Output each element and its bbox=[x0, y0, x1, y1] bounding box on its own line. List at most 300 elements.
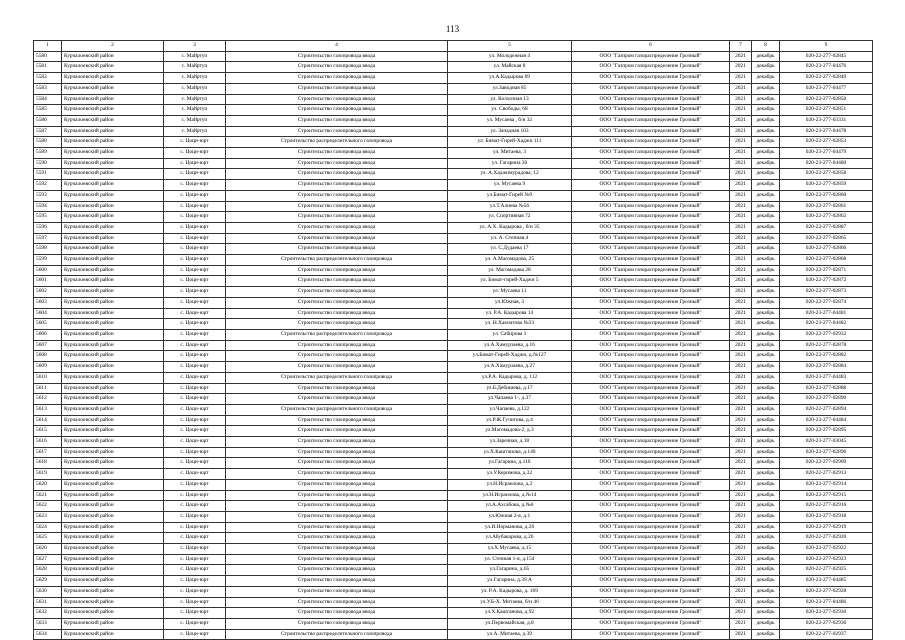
year-cell: 2021 bbox=[730, 458, 752, 469]
district-cell: Курчалоевский район bbox=[62, 51, 164, 62]
year-cell: 2021 bbox=[730, 340, 752, 351]
row-number: 5603 bbox=[34, 297, 62, 308]
year-cell: 2021 bbox=[730, 383, 752, 394]
month-cell: декабрь bbox=[752, 469, 780, 480]
work-type-cell: Строительство газопровода ввода bbox=[226, 51, 448, 62]
code-cell: 020-22-277-02850 bbox=[780, 94, 873, 105]
row-number: 5617 bbox=[34, 447, 62, 458]
month-cell: декабрь bbox=[752, 415, 780, 426]
address-cell: ул.Заречная, д.18 bbox=[448, 437, 572, 448]
district-cell: Курчалоевский район bbox=[62, 83, 164, 94]
settlement-cell: с. Цоци-юрт bbox=[164, 158, 226, 169]
district-cell: Курчалоевский район bbox=[62, 308, 164, 319]
year-cell: 2021 bbox=[730, 501, 752, 512]
settlement-cell: с. Цоци-юрт bbox=[164, 351, 226, 362]
code-cell: 020-22-277-02919 bbox=[780, 522, 873, 533]
year-cell: 2021 bbox=[730, 148, 752, 159]
row-number: 5604 bbox=[34, 308, 62, 319]
table-row bbox=[34, 383, 873, 394]
settlement-cell: с. Цоци-юрт bbox=[164, 233, 226, 244]
column-header: 8 bbox=[752, 41, 780, 52]
settlement-cell: с. Майртуп bbox=[164, 51, 226, 62]
code-cell: 020-22-277-02868 bbox=[780, 255, 873, 266]
year-cell: 2021 bbox=[730, 233, 752, 244]
table-row bbox=[34, 126, 873, 137]
settlement-cell: с. Майртуп bbox=[164, 94, 226, 105]
settlement-cell: с. Цоци-юрт bbox=[164, 169, 226, 180]
code-cell: 020-22-277-02851 bbox=[780, 105, 873, 116]
table-row bbox=[34, 180, 873, 191]
organization-cell: ООО "Газпром газораспределение Грозный" bbox=[572, 608, 730, 619]
year-cell: 2021 bbox=[730, 565, 752, 576]
address-cell: ул.Первомайская, д.8 bbox=[448, 618, 572, 629]
organization-cell: ООО "Газпром газораспределение Грозный" bbox=[572, 597, 730, 608]
row-number: 5608 bbox=[34, 351, 62, 362]
settlement-cell: с. Майртуп bbox=[164, 105, 226, 116]
work-type-cell: Строительство газопровода ввода bbox=[226, 597, 448, 608]
address-cell: ул.Бимат-Гирей-Хаджи, д.№127 bbox=[448, 351, 572, 362]
row-number: 5632 bbox=[34, 608, 62, 619]
row-number: 5606 bbox=[34, 329, 62, 340]
address-cell: ул.Южная 2-я, д.1 bbox=[448, 511, 572, 522]
settlement-cell: с. Цоци-юрт bbox=[164, 469, 226, 480]
code-cell: 020-22-277-02915 bbox=[780, 490, 873, 501]
organization-cell: ООО "Газпром газораспределение Грозный" bbox=[572, 233, 730, 244]
code-cell: 020-22-277-02853 bbox=[780, 137, 873, 148]
month-cell: декабрь bbox=[752, 137, 780, 148]
row-number: 5626 bbox=[34, 544, 62, 555]
table-row bbox=[34, 329, 873, 340]
address-cell: ул.Абубакарова, д.26 bbox=[448, 533, 572, 544]
month-cell: декабрь bbox=[752, 362, 780, 373]
code-cell: 020-23-277-03331 bbox=[780, 115, 873, 126]
district-cell: Курчалоевский район bbox=[62, 404, 164, 415]
month-cell: декабрь bbox=[752, 115, 780, 126]
district-cell: Курчалоевский район bbox=[62, 244, 164, 255]
code-cell: 020-22-277-02894 bbox=[780, 404, 873, 415]
district-cell: Курчалоевский район bbox=[62, 469, 164, 480]
table-row bbox=[34, 73, 873, 84]
code-cell: 020-23-277-04483 bbox=[780, 372, 873, 383]
month-cell: декабрь bbox=[752, 522, 780, 533]
table-row bbox=[34, 362, 873, 373]
district-cell: Курчалоевский район bbox=[62, 576, 164, 587]
work-type-cell: Строительство газопровода ввода bbox=[226, 383, 448, 394]
month-cell: декабрь bbox=[752, 308, 780, 319]
row-number: 5590 bbox=[34, 158, 62, 169]
settlement-cell: с. Цоци-юрт bbox=[164, 319, 226, 330]
row-number: 5633 bbox=[34, 618, 62, 629]
month-cell: декабрь bbox=[752, 222, 780, 233]
settlement-cell: с. Майртуп bbox=[164, 115, 226, 126]
settlement-cell: с. Цоци-юрт bbox=[164, 287, 226, 298]
row-number: 5616 bbox=[34, 437, 62, 448]
month-cell: декабрь bbox=[752, 533, 780, 544]
row-number: 5599 bbox=[34, 255, 62, 266]
month-cell: декабрь bbox=[752, 511, 780, 522]
settlement-cell: с. Цоци-юрт bbox=[164, 190, 226, 201]
district-cell: Курчалоевский район bbox=[62, 629, 164, 640]
address-cell: ул.Б.Дебишева, д.17 bbox=[448, 383, 572, 394]
month-cell: декабрь bbox=[752, 190, 780, 201]
month-cell: декабрь bbox=[752, 351, 780, 362]
year-cell: 2021 bbox=[730, 255, 752, 266]
work-type-cell: Строительство газопровода ввода bbox=[226, 415, 448, 426]
address-cell: ул.А.Кадырова 69 bbox=[448, 73, 572, 84]
settlement-cell: с. Цоци-юрт bbox=[164, 565, 226, 576]
table-row bbox=[34, 158, 873, 169]
settlement-cell: с. Цоци-юрт bbox=[164, 511, 226, 522]
table-row bbox=[34, 222, 873, 233]
row-number: 5609 bbox=[34, 362, 62, 373]
settlement-cell: с. Майртуп bbox=[164, 126, 226, 137]
work-type-cell: Строительство распределительного газопровода bbox=[226, 404, 448, 415]
organization-cell: ООО "Газпром газораспределение Грозный" bbox=[572, 255, 730, 266]
work-type-cell: Строительство распределительного газопровода bbox=[226, 329, 448, 340]
year-cell: 2021 bbox=[730, 158, 752, 169]
row-number: 5619 bbox=[34, 469, 62, 480]
month-cell: декабрь bbox=[752, 597, 780, 608]
row-number: 5629 bbox=[34, 576, 62, 587]
table-row bbox=[34, 308, 873, 319]
address-cell: ул.Р.А. Кадырова, д. 112 bbox=[448, 372, 572, 383]
address-cell: ул.Х.Каштанова, д.140 bbox=[448, 447, 572, 458]
code-cell: 020-23-277-04479 bbox=[780, 148, 873, 159]
district-cell: Курчалоевский район bbox=[62, 490, 164, 501]
district-cell: Курчалоевский район bbox=[62, 479, 164, 490]
settlement-cell: с. Цоци-юрт bbox=[164, 608, 226, 619]
work-type-cell: Строительство газопровода ввода bbox=[226, 287, 448, 298]
settlement-cell: с. Цоци-юрт bbox=[164, 244, 226, 255]
row-number: 5620 bbox=[34, 479, 62, 490]
organization-cell: ООО "Газпром газораспределение Грозный" bbox=[572, 137, 730, 148]
row-number: 5585 bbox=[34, 105, 62, 116]
month-cell: декабрь bbox=[752, 340, 780, 351]
year-cell: 2021 bbox=[730, 576, 752, 587]
year-cell: 2021 bbox=[730, 372, 752, 383]
month-cell: декабрь bbox=[752, 180, 780, 191]
district-cell: Курчалоевский район bbox=[62, 94, 164, 105]
year-cell: 2021 bbox=[730, 415, 752, 426]
settlement-cell: с. Майртуп bbox=[164, 73, 226, 84]
address-cell: ул.Т.Алиева №56 bbox=[448, 201, 572, 212]
district-cell: Курчалоевский район bbox=[62, 383, 164, 394]
address-cell: ул.Гагарина, д.110 bbox=[448, 458, 572, 469]
work-type-cell: Строительство газопровода ввода bbox=[226, 265, 448, 276]
organization-cell: ООО "Газпром газораспределение Грозный" bbox=[572, 490, 730, 501]
year-cell: 2021 bbox=[730, 586, 752, 597]
work-type-cell: Строительство газопровода ввода bbox=[226, 608, 448, 619]
row-number: 5583 bbox=[34, 83, 62, 94]
organization-cell: ООО "Газпром газораспределение Грозный" bbox=[572, 308, 730, 319]
row-number: 5586 bbox=[34, 115, 62, 126]
organization-cell: ООО "Газпром газораспределение Грозный" bbox=[572, 437, 730, 448]
district-cell: Курчалоевский район bbox=[62, 394, 164, 405]
year-cell: 2021 bbox=[730, 608, 752, 619]
organization-cell: ООО "Газпром газораспределение Грозный" bbox=[572, 469, 730, 480]
work-type-cell: Строительство газопровода ввода bbox=[226, 105, 448, 116]
table-row bbox=[34, 351, 873, 362]
row-number: 5598 bbox=[34, 244, 62, 255]
district-cell: Курчалоевский район bbox=[62, 329, 164, 340]
year-cell: 2021 bbox=[730, 212, 752, 223]
row-number: 5582 bbox=[34, 73, 62, 84]
month-cell: декабрь bbox=[752, 212, 780, 223]
table-row bbox=[34, 565, 873, 576]
row-number: 5601 bbox=[34, 276, 62, 287]
address-cell: ул. Р.А. Кадырова 14 bbox=[448, 308, 572, 319]
district-cell: Курчалоевский район bbox=[62, 126, 164, 137]
month-cell: декабрь bbox=[752, 586, 780, 597]
address-cell: ул.А.Хамурзаева, д.16 bbox=[448, 340, 572, 351]
table-row bbox=[34, 426, 873, 437]
row-number: 5613 bbox=[34, 404, 62, 415]
table-row bbox=[34, 490, 873, 501]
district-cell: Курчалоевский район bbox=[62, 565, 164, 576]
address-cell: ул.А.Хамурзаева, д.27 bbox=[448, 362, 572, 373]
organization-cell: ООО "Газпром газораспределение Грозный" bbox=[572, 94, 730, 105]
year-cell: 2021 bbox=[730, 297, 752, 308]
table-row bbox=[34, 169, 873, 180]
table-row bbox=[34, 190, 873, 201]
district-cell: Курчалоевский район bbox=[62, 340, 164, 351]
year-cell: 2021 bbox=[730, 94, 752, 105]
table-row bbox=[34, 297, 873, 308]
work-type-cell: Строительство газопровода ввода bbox=[226, 233, 448, 244]
month-cell: декабрь bbox=[752, 394, 780, 405]
settlement-cell: с. Цоци-юрт bbox=[164, 212, 226, 223]
organization-cell: ООО "Газпром газораспределение Грозный" bbox=[572, 447, 730, 458]
table-row bbox=[34, 148, 873, 159]
table-row bbox=[34, 276, 873, 287]
row-number: 5587 bbox=[34, 126, 62, 137]
address-cell: ул. Магомадова 28 bbox=[448, 265, 572, 276]
month-cell: декабрь bbox=[752, 201, 780, 212]
month-cell: декабрь bbox=[752, 158, 780, 169]
table-row bbox=[34, 458, 873, 469]
settlement-cell: с. Цоци-юрт bbox=[164, 180, 226, 191]
month-cell: декабрь bbox=[752, 437, 780, 448]
month-cell: декабрь bbox=[752, 372, 780, 383]
row-number: 5581 bbox=[34, 62, 62, 73]
year-cell: 2021 bbox=[730, 447, 752, 458]
address-cell: ул.Р.Ж.Гучигова, д.4 bbox=[448, 415, 572, 426]
organization-cell: ООО "Газпром газораспределение Грозный" bbox=[572, 415, 730, 426]
column-header: 7 bbox=[730, 41, 752, 52]
organization-cell: ООО "Газпром газораспределение Грозный" bbox=[572, 126, 730, 137]
settlement-cell: с. Цоци-юрт bbox=[164, 255, 226, 266]
row-number: 5625 bbox=[34, 533, 62, 544]
settlement-cell: с. Цоци-юрт bbox=[164, 426, 226, 437]
year-cell: 2021 bbox=[730, 554, 752, 565]
district-cell: Курчалоевский район bbox=[62, 148, 164, 159]
code-cell: 020-22-277-02888 bbox=[780, 383, 873, 394]
code-cell: 020-22-277-02925 bbox=[780, 565, 873, 576]
table-row bbox=[34, 597, 873, 608]
code-cell: 020-22-277-02858 bbox=[780, 169, 873, 180]
year-cell: 2021 bbox=[730, 490, 752, 501]
code-cell: 020-23-277-04480 bbox=[780, 158, 873, 169]
organization-cell: ООО "Газпром газораспределение Грозный" bbox=[572, 576, 730, 587]
settlement-cell: с. Цоци-юрт bbox=[164, 554, 226, 565]
address-cell: ул. А.Магомадова, 25 bbox=[448, 255, 572, 266]
address-cell: ул.Магомадова-2, д.3 bbox=[448, 426, 572, 437]
district-cell: Курчалоевский район bbox=[62, 73, 164, 84]
address-cell: ул.Н.Исраилова, д.2 bbox=[448, 479, 572, 490]
table-row bbox=[34, 287, 873, 298]
district-cell: Курчалоевский район bbox=[62, 201, 164, 212]
code-cell: 020-23-277-04477 bbox=[780, 83, 873, 94]
settlement-cell: с. Цоци-юрт bbox=[164, 265, 226, 276]
organization-cell: ООО "Газпром газораспределение Грозный" bbox=[572, 190, 730, 201]
month-cell: декабрь bbox=[752, 618, 780, 629]
row-number: 5584 bbox=[34, 94, 62, 105]
organization-cell: ООО "Газпром газораспределение Грозный" bbox=[572, 533, 730, 544]
address-cell: ул.Чапаева 1-, д.37 bbox=[448, 394, 572, 405]
work-type-cell: Строительство газопровода ввода bbox=[226, 73, 448, 84]
code-cell: 020-22-277-02890 bbox=[780, 394, 873, 405]
district-cell: Курчалоевский район bbox=[62, 158, 164, 169]
year-cell: 2021 bbox=[730, 83, 752, 94]
row-number: 5602 bbox=[34, 287, 62, 298]
address-cell: ул. Бимат-Гирей-Хаджи 111 bbox=[448, 137, 572, 148]
table-row bbox=[34, 404, 873, 415]
year-cell: 2021 bbox=[730, 51, 752, 62]
district-cell: Курчалоевский район bbox=[62, 511, 164, 522]
year-cell: 2021 bbox=[730, 351, 752, 362]
settlement-cell: с. Цоци-юрт bbox=[164, 340, 226, 351]
organization-cell: ООО "Газпром газораспределение Грозный" bbox=[572, 426, 730, 437]
district-cell: Курчалоевский район bbox=[62, 533, 164, 544]
work-type-cell: Строительство газопровода ввода bbox=[226, 447, 448, 458]
address-cell: ул. Западная 103 bbox=[448, 126, 572, 137]
code-cell: 020-22-277-02930 bbox=[780, 608, 873, 619]
year-cell: 2021 bbox=[730, 244, 752, 255]
column-header: 3 bbox=[164, 41, 226, 52]
code-cell: 020-22-277-02849 bbox=[780, 73, 873, 84]
district-cell: Курчалоевский район bbox=[62, 62, 164, 73]
address-cell: ул. Молодежная 4 bbox=[448, 51, 572, 62]
address-cell: ул. Гагарина 30 bbox=[448, 158, 572, 169]
row-number: 5605 bbox=[34, 319, 62, 330]
work-type-cell: Строительство распределительного газопровода bbox=[226, 255, 448, 266]
code-cell: 020-22-277-02860 bbox=[780, 190, 873, 201]
organization-cell: ООО "Газпром газораспределение Грозный" bbox=[572, 383, 730, 394]
row-number: 5628 bbox=[34, 565, 62, 576]
row-number: 5622 bbox=[34, 501, 62, 512]
table-row bbox=[34, 265, 873, 276]
district-cell: Курчалоевский район bbox=[62, 287, 164, 298]
district-cell: Курчалоевский район bbox=[62, 233, 164, 244]
organization-cell: ООО "Газпром газораспределение Грозный" bbox=[572, 319, 730, 330]
work-type-cell: Строительство газопровода ввода bbox=[226, 501, 448, 512]
month-cell: декабрь bbox=[752, 233, 780, 244]
district-cell: Курчалоевский район bbox=[62, 115, 164, 126]
table-row bbox=[34, 618, 873, 629]
district-cell: Курчалоевский район bbox=[62, 137, 164, 148]
settlement-cell: с. Цоци-юрт bbox=[164, 629, 226, 640]
month-cell: декабрь bbox=[752, 501, 780, 512]
address-cell: ул.Гагарина, д.65 bbox=[448, 565, 572, 576]
code-cell: 020-22-277-02878 bbox=[780, 340, 873, 351]
month-cell: декабрь bbox=[752, 255, 780, 266]
address-cell: ул.А.Ахсабова, д.№6 bbox=[448, 501, 572, 512]
settlement-cell: с. Цоци-юрт bbox=[164, 479, 226, 490]
code-cell: 020-23-277-04482 bbox=[780, 319, 873, 330]
district-cell: Курчалоевский район bbox=[62, 362, 164, 373]
code-cell: 020-22-277-02884 bbox=[780, 362, 873, 373]
table-row bbox=[34, 511, 873, 522]
code-cell: 020-22-277-02865 bbox=[780, 233, 873, 244]
page-number: 113 bbox=[445, 24, 460, 34]
organization-cell: ООО "Газпром газораспределение Грозный" bbox=[572, 276, 730, 287]
settlement-cell: с. Цоци-юрт bbox=[164, 415, 226, 426]
row-number: 5588 bbox=[34, 137, 62, 148]
district-cell: Курчалоевский район bbox=[62, 222, 164, 233]
year-cell: 2021 bbox=[730, 222, 752, 233]
code-cell: 020-22-277-02874 bbox=[780, 297, 873, 308]
year-cell: 2021 bbox=[730, 404, 752, 415]
work-type-cell: Строительство газопровода ввода bbox=[226, 276, 448, 287]
row-number: 5624 bbox=[34, 522, 62, 533]
table-row bbox=[34, 522, 873, 533]
district-cell: Курчалоевский район bbox=[62, 586, 164, 597]
settlement-cell: с. Цоци-юрт bbox=[164, 308, 226, 319]
address-cell: ул.И.Норманова, д.26 bbox=[448, 522, 572, 533]
code-cell: 020-22-277-02914 bbox=[780, 479, 873, 490]
district-cell: Курчалоевский район bbox=[62, 522, 164, 533]
year-cell: 2021 bbox=[730, 533, 752, 544]
year-cell: 2021 bbox=[730, 479, 752, 490]
code-cell: 020-22-277-02918 bbox=[780, 511, 873, 522]
year-cell: 2021 bbox=[730, 201, 752, 212]
settlement-cell: с. Цоци-юрт bbox=[164, 222, 226, 233]
table-row bbox=[34, 62, 873, 73]
work-type-cell: Строительство газопровода ввода bbox=[226, 169, 448, 180]
code-cell: 020-23-277-04481 bbox=[780, 308, 873, 319]
month-cell: декабрь bbox=[752, 126, 780, 137]
row-number: 5597 bbox=[34, 233, 62, 244]
month-cell: декабрь bbox=[752, 297, 780, 308]
district-cell: Курчалоевский район bbox=[62, 190, 164, 201]
work-type-cell: Строительство газопровода ввода bbox=[226, 511, 448, 522]
district-cell: Курчалоевский район bbox=[62, 255, 164, 266]
year-cell: 2021 bbox=[730, 522, 752, 533]
organization-cell: ООО "Газпром газораспределение Грозный" bbox=[572, 479, 730, 490]
settlement-cell: с. Цоци-юрт bbox=[164, 372, 226, 383]
work-type-cell: Строительство газопровода ввода bbox=[226, 618, 448, 629]
row-number: 5594 bbox=[34, 201, 62, 212]
work-type-cell: Строительство газопровода ввода bbox=[226, 126, 448, 137]
work-type-cell: Строительство газопровода ввода bbox=[226, 180, 448, 191]
code-cell: 020-22-277-02896 bbox=[780, 447, 873, 458]
year-cell: 2021 bbox=[730, 629, 752, 640]
settlement-cell: с. Цоци-юрт bbox=[164, 329, 226, 340]
district-cell: Курчалоевский район bbox=[62, 501, 164, 512]
organization-cell: ООО "Газпром газораспределение Грозный" bbox=[572, 287, 730, 298]
organization-cell: ООО "Газпром газораспределение Грозный" bbox=[572, 51, 730, 62]
table-row bbox=[34, 608, 873, 619]
address-cell: ул. А.Х. Кадырова , б/н 35 bbox=[448, 222, 572, 233]
district-cell: Курчалоевский район bbox=[62, 447, 164, 458]
address-cell: ул.Заводная 85 bbox=[448, 83, 572, 94]
organization-cell: ООО "Газпром газораспределение Грозный" bbox=[572, 265, 730, 276]
table-row bbox=[34, 94, 873, 105]
row-number: 5623 bbox=[34, 511, 62, 522]
year-cell: 2021 bbox=[730, 362, 752, 373]
work-type-cell: Строительство газопровода ввода bbox=[226, 490, 448, 501]
year-cell: 2021 bbox=[730, 544, 752, 555]
